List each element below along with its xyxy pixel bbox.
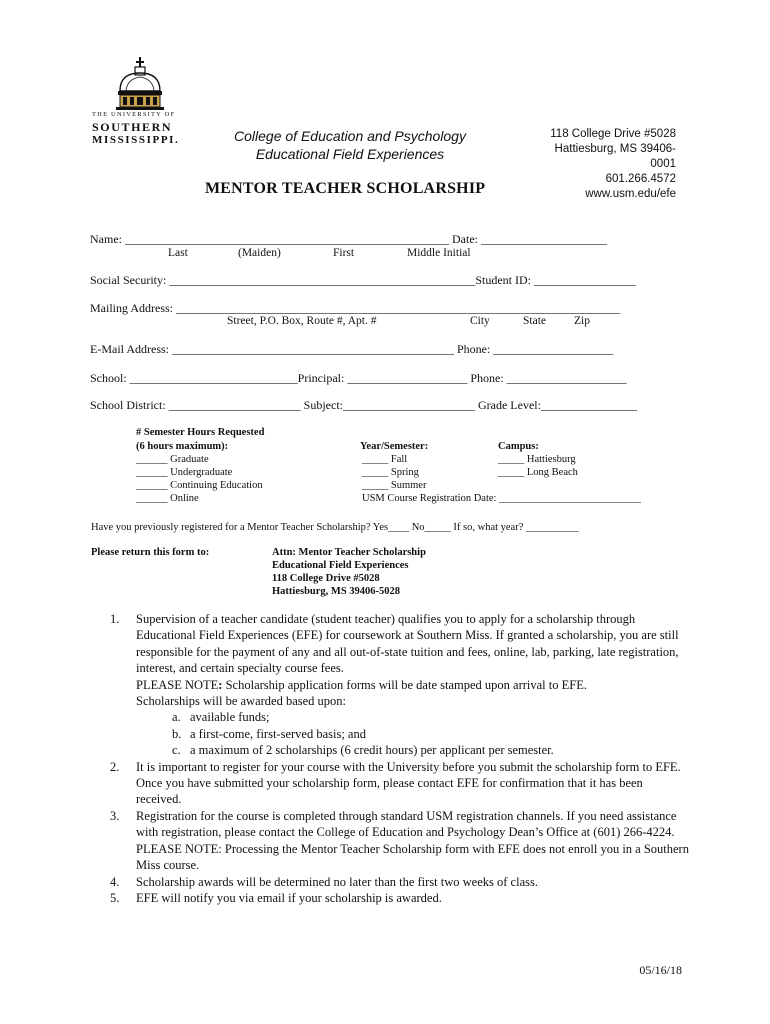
college-line-1: College of Education and Psychology	[234, 128, 466, 144]
hours-option-undergraduate[interactable]: ______ Undergraduate	[136, 467, 233, 478]
return-line: 118 College Drive #5028	[272, 573, 380, 584]
sub-letter: a.	[172, 710, 181, 725]
rules-list	[110, 611, 690, 906]
hours-max-note: (6 hours maximum):	[136, 441, 229, 452]
rule-note: PLEASE NOTE: Processing the Mentor Teacher Scholarship form with EFE does not enroll you in a Southern Miss course.	[136, 841, 689, 873]
address-line: Hattiesburg, MS 39406-	[554, 143, 676, 155]
hours-option-graduate[interactable]: ______ Graduate	[136, 454, 209, 465]
semester-option-spring[interactable]: _____ Spring	[362, 467, 419, 478]
address-line: 0001	[650, 158, 676, 170]
semester-option-fall[interactable]: _____ Fall	[362, 454, 408, 465]
address-line: 118 College Drive #5028	[550, 128, 676, 140]
email-field-line[interactable]: E-Mail Address: _______________________________________________ Phone: ____________________	[90, 342, 614, 356]
return-line: Hattiesburg, MS 39406-5028	[272, 586, 401, 597]
school-district-field-line[interactable]: School District: ______________________ Subject:______________________ Grade Level:________________	[90, 398, 637, 412]
name-sub-middle: Middle Initial	[407, 247, 471, 259]
name-sub-maiden: (Maiden)	[238, 247, 281, 259]
document-title: MENTOR TEACHER SCHOLARSHIP	[205, 180, 486, 197]
hours-option-continuing[interactable]: ______ Continuing Education	[136, 480, 263, 491]
rule-number: 2.	[110, 759, 120, 774]
college-line-2: Educational Field Experiences	[255, 146, 445, 162]
school-field-line[interactable]: School: ____________________________Principal: ____________________ Phone: ____________________	[90, 371, 627, 385]
logo-line-southern: SOUTHERN	[92, 120, 173, 134]
list-item	[110, 808, 690, 874]
logo-small-text: THE UNIVERSITY OF	[92, 111, 176, 118]
list-item	[110, 890, 690, 906]
return-label: Please return this form to:	[91, 547, 210, 558]
sub-list-item	[172, 726, 690, 742]
campus-option-long-beach[interactable]: _____ Long Beach	[498, 467, 578, 478]
return-line: Educational Field Experiences	[272, 560, 409, 571]
address-website: www.usm.edu/efe	[585, 188, 676, 200]
note-label: PLEASE NOTE	[136, 677, 219, 692]
address-phone: 601.266.4572	[605, 173, 676, 185]
mailing-sub-state: State	[523, 315, 546, 327]
hours-option-online[interactable]: ______ Online	[136, 493, 199, 504]
rule-basis: Scholarships will be awarded based upon:	[136, 694, 347, 709]
logo-line-mississippi: MISSISSIPPI.	[92, 134, 180, 146]
dome-icon	[110, 55, 170, 111]
sub-letter: b.	[172, 726, 182, 741]
rule-text: Supervision of a teacher candidate (student teacher) qualifies you to apply for a scholarship through Educational Field Experiences (EFE) for coursework at Southern Miss. If granted a scholarship, you are still responsible for the payment of any and all out-of-state tuition and fees, online, lab, parking, late registration, interest, and certain specialty course fees.	[136, 612, 679, 676]
semester-heading: Year/Semester:	[360, 441, 429, 452]
registration-date-field[interactable]: USM Course Registration Date: ___________________________	[362, 493, 641, 504]
mailing-address-field-line[interactable]: Mailing Address: __________________________________________________________________________	[90, 301, 620, 315]
rule-number: 4.	[110, 874, 120, 889]
note-colon: :	[218, 677, 223, 692]
mailing-sub-city: City	[470, 315, 490, 327]
list-item	[110, 874, 690, 890]
sub-list-item	[172, 709, 690, 725]
list-item	[110, 759, 690, 808]
rule-number: 1.	[110, 612, 120, 626]
sub-list	[136, 709, 690, 758]
sub-letter: c.	[172, 743, 181, 758]
sub-text: available funds;	[190, 710, 270, 725]
university-logo	[92, 55, 192, 150]
campus-option-hattiesburg[interactable]: _____ Hattiesburg	[498, 454, 576, 465]
mailing-sub-street: Street, P.O. Box, Route #, Apt. #	[227, 315, 377, 327]
rule-number: 5.	[110, 890, 120, 905]
previous-registration-question[interactable]: Have you previously registered for a Mentor Teacher Scholarship? Yes____ No_____ If so, what year? __________	[91, 522, 579, 533]
sub-text: a maximum of 2 scholarships (6 credit hours) per applicant per semester.	[190, 743, 554, 758]
sub-list-item	[172, 742, 690, 758]
rule-number: 3.	[110, 808, 120, 823]
name-field-line[interactable]: Name: ______________________________________________________ Date: _____________________	[90, 232, 607, 246]
return-line: Attn: Mentor Teacher Scholarship	[272, 547, 426, 558]
mailing-sub-zip: Zip	[574, 315, 590, 327]
name-sub-last: Last	[168, 247, 188, 259]
rule-text: Scholarship awards will be determined no later than the first two weeks of class.	[136, 874, 538, 889]
college-name	[200, 127, 500, 163]
name-sub-first: First	[333, 247, 355, 259]
rule-note	[136, 677, 690, 693]
sub-text: a first-come, first-served basis; and	[190, 726, 366, 741]
list-item	[110, 611, 690, 759]
note-text: Scholarship application forms will be date stamped upon arrival to EFE.	[222, 677, 587, 692]
social-security-field-line[interactable]: Social Security: ___________________________________________________Student ID: _________________	[90, 273, 636, 287]
hours-heading: # Semester Hours Requested	[136, 427, 265, 438]
contact-address	[520, 127, 676, 202]
rule-text: It is important to register for your course with the University before you submit the scholarship form to EFE. Once you have submitted your scholarship form, please contact EFE for confirmation that it has been received.	[136, 759, 681, 807]
revision-date: 05/16/18	[639, 963, 682, 977]
rule-text: EFE will notify you via email if your scholarship is awarded.	[136, 890, 442, 905]
semester-option-summer[interactable]: _____ Summer	[362, 480, 427, 491]
campus-heading: Campus:	[498, 441, 539, 452]
rule-text: Registration for the course is completed through standard USM registration channels. If you need assistance with registration, please contact the College of Education and Psychology Dean’s Office at (601) 266-4224.	[136, 808, 677, 840]
